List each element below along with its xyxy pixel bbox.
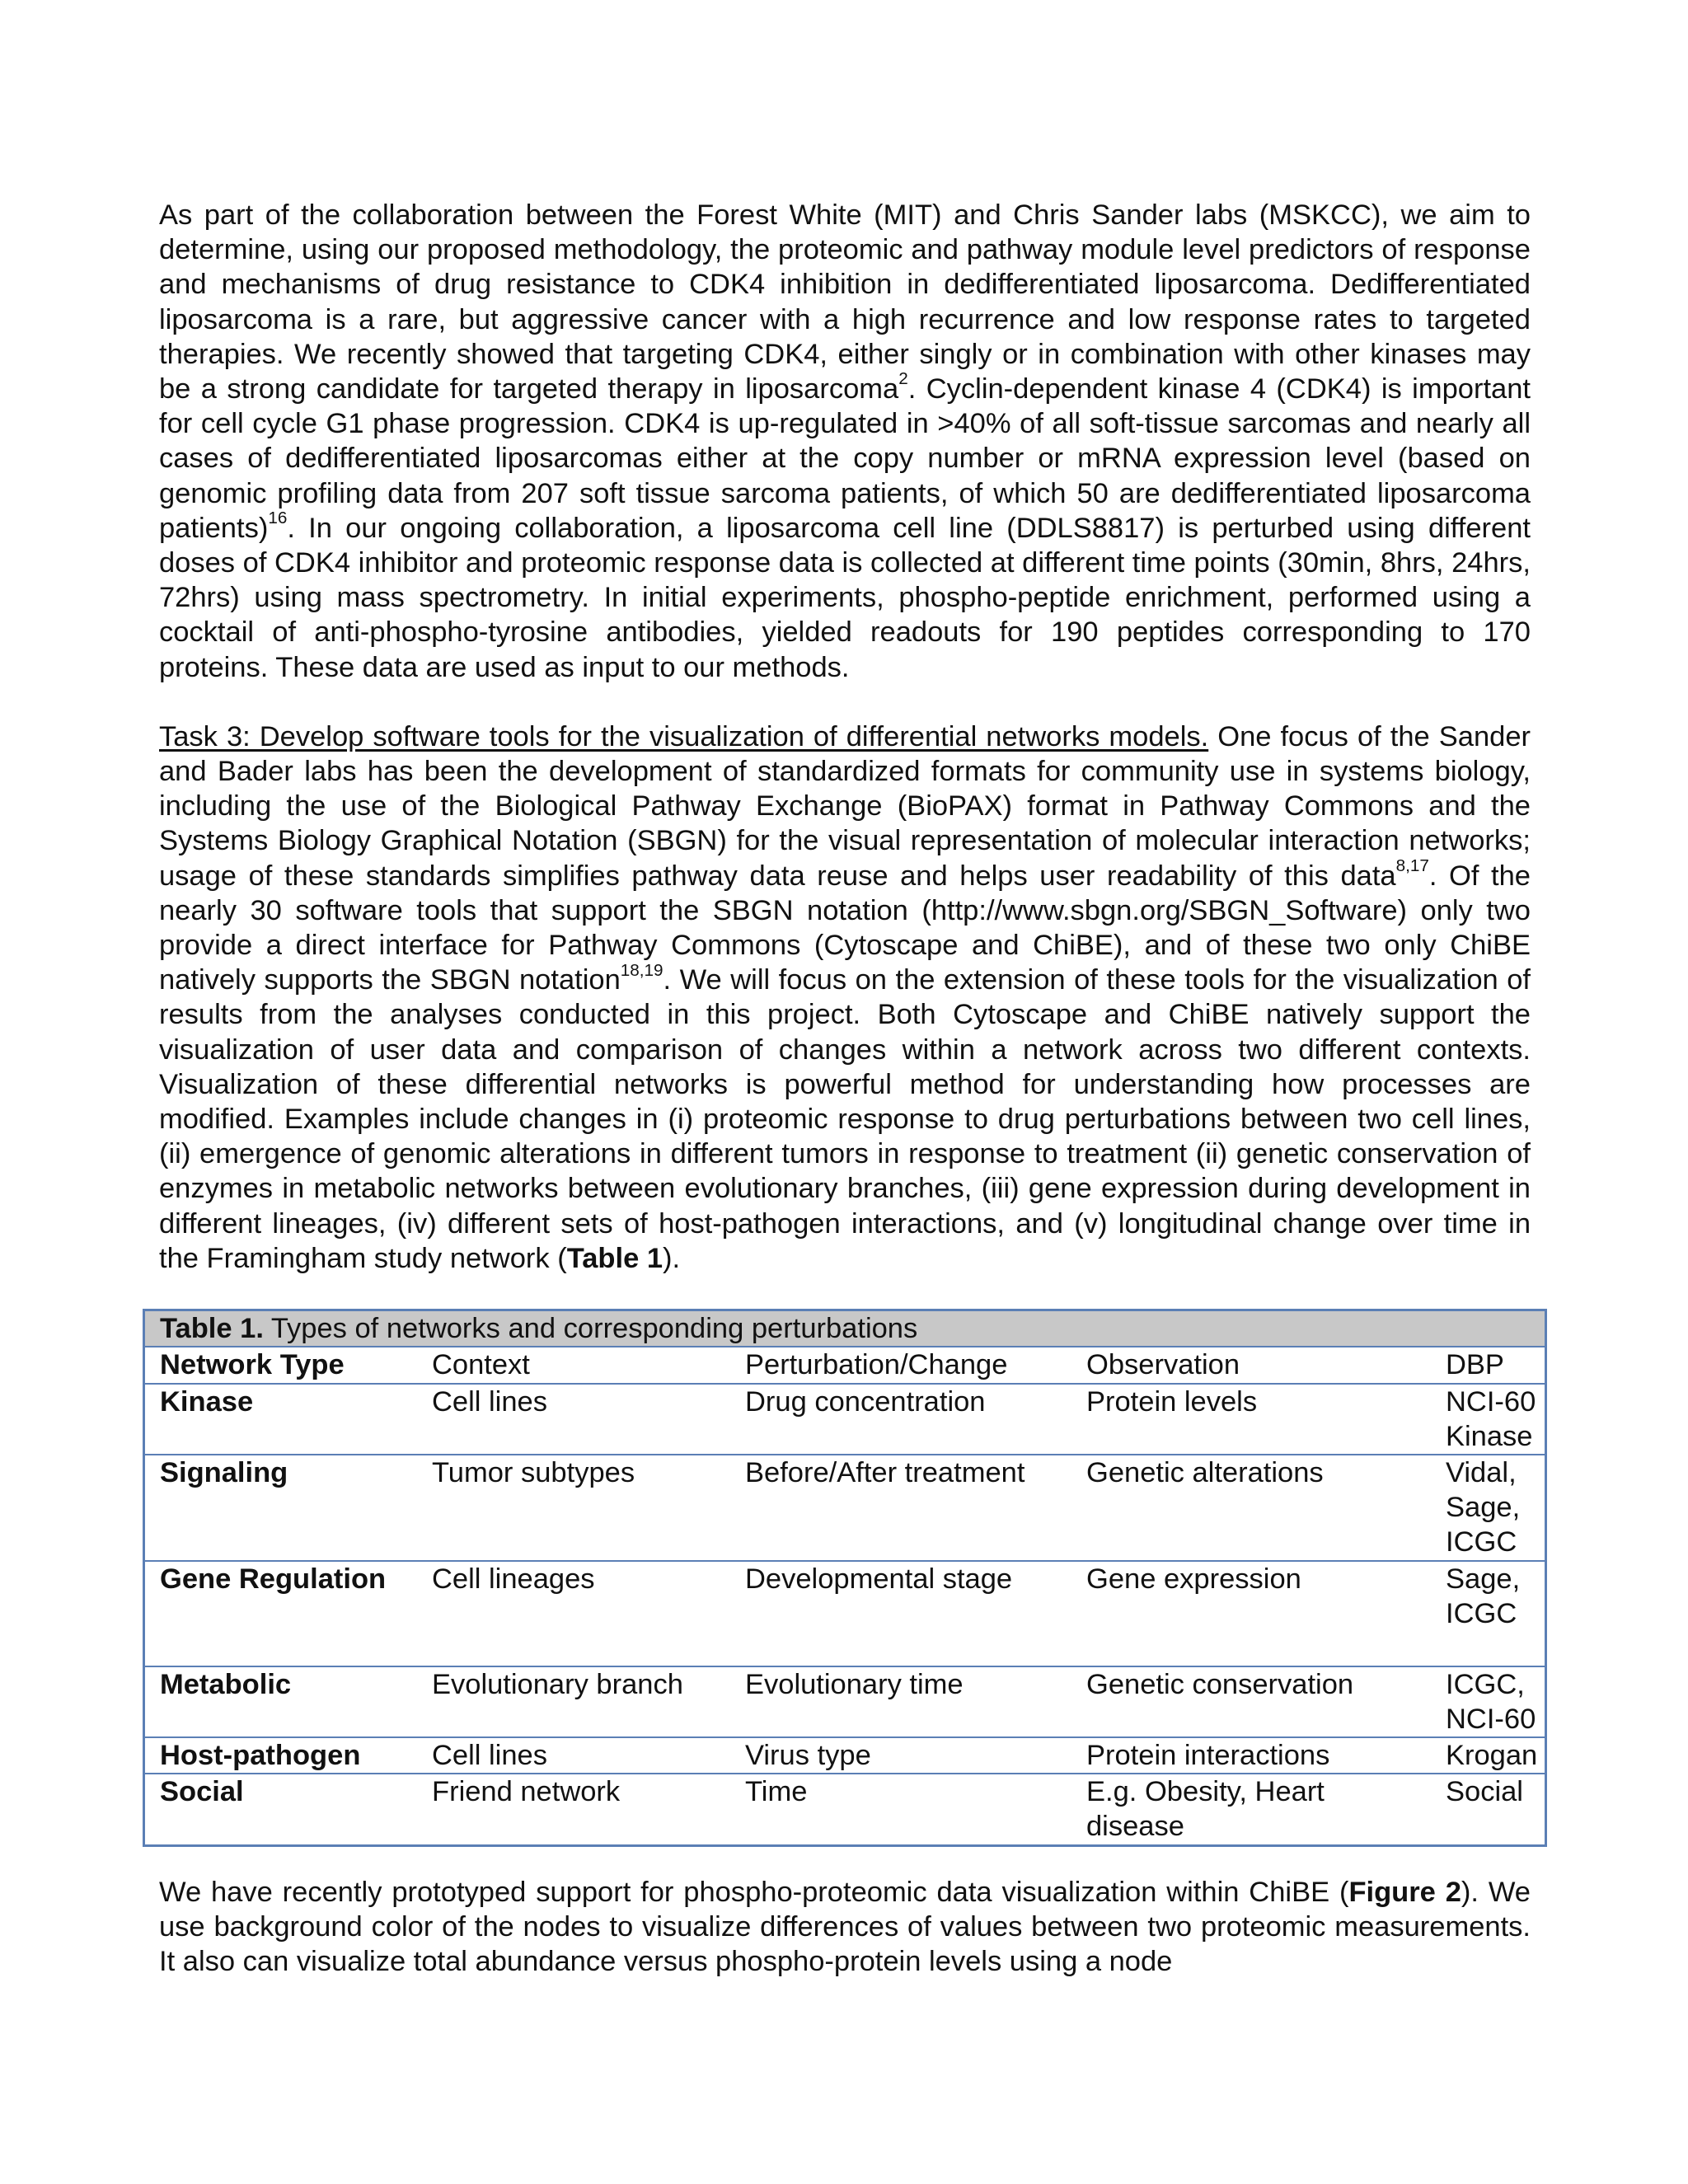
paragraph-task3 (159, 719, 1531, 1276)
paragraph-text: ). We use background color of the nodes to visualize differences of values between two proteomic measurements. It also can visualize total abundance versus phospho-protein levels using a node (159, 1876, 1531, 1977)
table-cell: Evolutionary time (730, 1666, 1071, 1737)
table-cell: Protein levels (1071, 1384, 1431, 1455)
document-page (159, 198, 1538, 1979)
paragraph-text: . In our ongoing collaboration, a liposarcoma cell line (DDLS8817) is perturbed using different doses of CDK4 inhibitor and proteomic response data is collected at different time points (30min, 8hrs, 24hrs, 72hrs) using mass spectrometry. In initial experiments, phospho-peptide enrichment, performed using a cocktail of anti-phospho-tyrosine antibodies, yielded readouts for 190 peptides corresponding to 170 proteins. These data are used as input to our methods. (159, 512, 1531, 683)
table-cell: Sage, ICGC (1431, 1561, 1546, 1666)
table-cell: NCI-60 Kinase (1431, 1384, 1546, 1455)
table-header-cell: Network Type (144, 1347, 418, 1383)
table-cell: Krogan (1431, 1737, 1546, 1774)
table-cell: ICGC, NCI-60 (1431, 1666, 1546, 1737)
table-cell: E.g. Obesity, Heart disease (1071, 1774, 1431, 1845)
paragraph-text: . We will focus on the extension of these tools for the visualization of results from the analyses conducted in this project. Both Cytoscape and ChiBE natively support the visualization of user data and comparison of changes within a network across two different contexts. Visualization of these differential networks is powerful method for understanding how processes are modified. Examples include changes in (i) proteomic response to drug perturbations between two cell lines, (ii) emergence of genomic alterations in different tumors in response to treatment (ii) genetic conservation of enzymes in metabolic networks between evolutionary branches, (iii) gene expression during development in different lineages, (iv) different sets of host-pathogen interactions, and (v) longitudinal change over time in the Framingham study network ( (159, 964, 1531, 1274)
table-cell: Gene expression (1071, 1561, 1431, 1666)
table-caption: Table 1. Types of networks and corresponding perturbations (144, 1310, 1546, 1347)
paragraph-text: As part of the collaboration between the Forest White (MIT) and Chris Sander labs (MSKCC), we aim to determine, using our proposed methodology, the proteomic and pathway module level predictors of response and mechanisms of drug resistance to CDK4 inhibition in dedifferentiated liposarcoma. Dedifferentiated liposarcoma is a rare, but aggressive cancer with a high recurrence and low response rates to targeted therapies. We recently showed that targeting CDK4, either singly or in combination with other kinases may be a strong candidate for targeted therapy in liposarcoma (159, 199, 1531, 405)
table-cell: Cell lines (417, 1737, 730, 1774)
table-row (144, 1384, 1546, 1455)
table-cell: Cell lines (417, 1384, 730, 1455)
table-header-cell: Context (417, 1347, 730, 1383)
table-cell: Drug concentration (730, 1384, 1071, 1455)
table-reference: Table 1 (566, 1242, 663, 1274)
table-cell: Genetic conservation (1071, 1666, 1431, 1737)
paragraph-text: . Of the nearly 30 software tools that support the SBGN notation (http://www.sbgn.org/SBGN_Software) only two provide a direct interface for Pathway Commons (Cytoscape and ChiBE), and of these two only ChiBE natively supports the SBGN notation (159, 860, 1531, 996)
citation-superscript: 18,19 (620, 960, 663, 980)
citation-superscript: 8,17 (1395, 856, 1429, 876)
table-cell: Signaling (144, 1455, 418, 1561)
table-header-cell: Perturbation/Change (730, 1347, 1071, 1383)
table-cell: Friend network (417, 1774, 730, 1845)
table-cell: Protein interactions (1071, 1737, 1431, 1774)
paragraph-text: ). (663, 1242, 681, 1274)
table-header-row (144, 1347, 1546, 1383)
table-row (144, 1455, 1546, 1561)
table-cell: Genetic alterations (1071, 1455, 1431, 1561)
task-heading: Task 3: Develop software tools for the visualization of differential networks models. (159, 720, 1209, 752)
paragraph-text: One focus of the Sander and Bader labs has been the development of standardized formats for community use in systems biology, including the use of the Biological Pathway Exchange (BioPAX) format in Pathway Commons and the Systems Biology Graphical Notation (SBGN) for the visual representation of molecular interaction networks; usage of these standards simplifies pathway data reuse and helps user readability of this data (159, 720, 1531, 892)
table-row (144, 1561, 1546, 1666)
table-cell: Time (730, 1774, 1071, 1845)
table-cell: Vidal, Sage, ICGC (1431, 1455, 1546, 1561)
table-cell: Kinase (144, 1384, 418, 1455)
table-caption-row (144, 1310, 1546, 1347)
table-header-cell: DBP (1431, 1347, 1546, 1383)
table-header-cell: Observation (1071, 1347, 1431, 1383)
table-cell: Virus type (730, 1737, 1071, 1774)
table-cell: Host-pathogen (144, 1737, 418, 1774)
table-cell: Cell lineages (417, 1561, 730, 1666)
paragraph-liposarcoma (159, 198, 1531, 685)
citation-superscript: 16 (268, 509, 288, 528)
table-cell: Social (144, 1774, 418, 1845)
table-cell: Developmental stage (730, 1561, 1071, 1666)
table-cell: Tumor subtypes (417, 1455, 730, 1561)
table-cell: Evolutionary branch (417, 1666, 730, 1737)
table-cell: Before/After treatment (730, 1455, 1071, 1561)
paragraph-text: We have recently prototyped support for phospho-proteomic data visualization within ChiBE ( (159, 1876, 1349, 1908)
table-row (144, 1737, 1546, 1774)
paragraph-chibe (159, 1875, 1531, 1980)
table-cell: Metabolic (144, 1666, 418, 1737)
paragraph-text: . Cyclin-dependent kinase 4 (CDK4) is important for cell cycle G1 phase progression. CDK4 is up-regulated in >40% of all soft-tissue sarcomas and nearly all cases of dedifferentiated liposarcomas either at the copy number or mRNA expression level (based on genomic profiling data from 207 soft tissue sarcoma patients, of which 50 are dedifferentiated liposarcoma patients) (159, 373, 1531, 544)
citation-superscript: 2 (898, 369, 908, 389)
table-cell: Gene Regulation (144, 1561, 418, 1666)
table-row (144, 1774, 1546, 1845)
figure-reference: Figure 2 (1348, 1876, 1461, 1908)
table-row (144, 1666, 1546, 1737)
table-cell: Social (1431, 1774, 1546, 1845)
table-network-types (143, 1309, 1547, 1846)
